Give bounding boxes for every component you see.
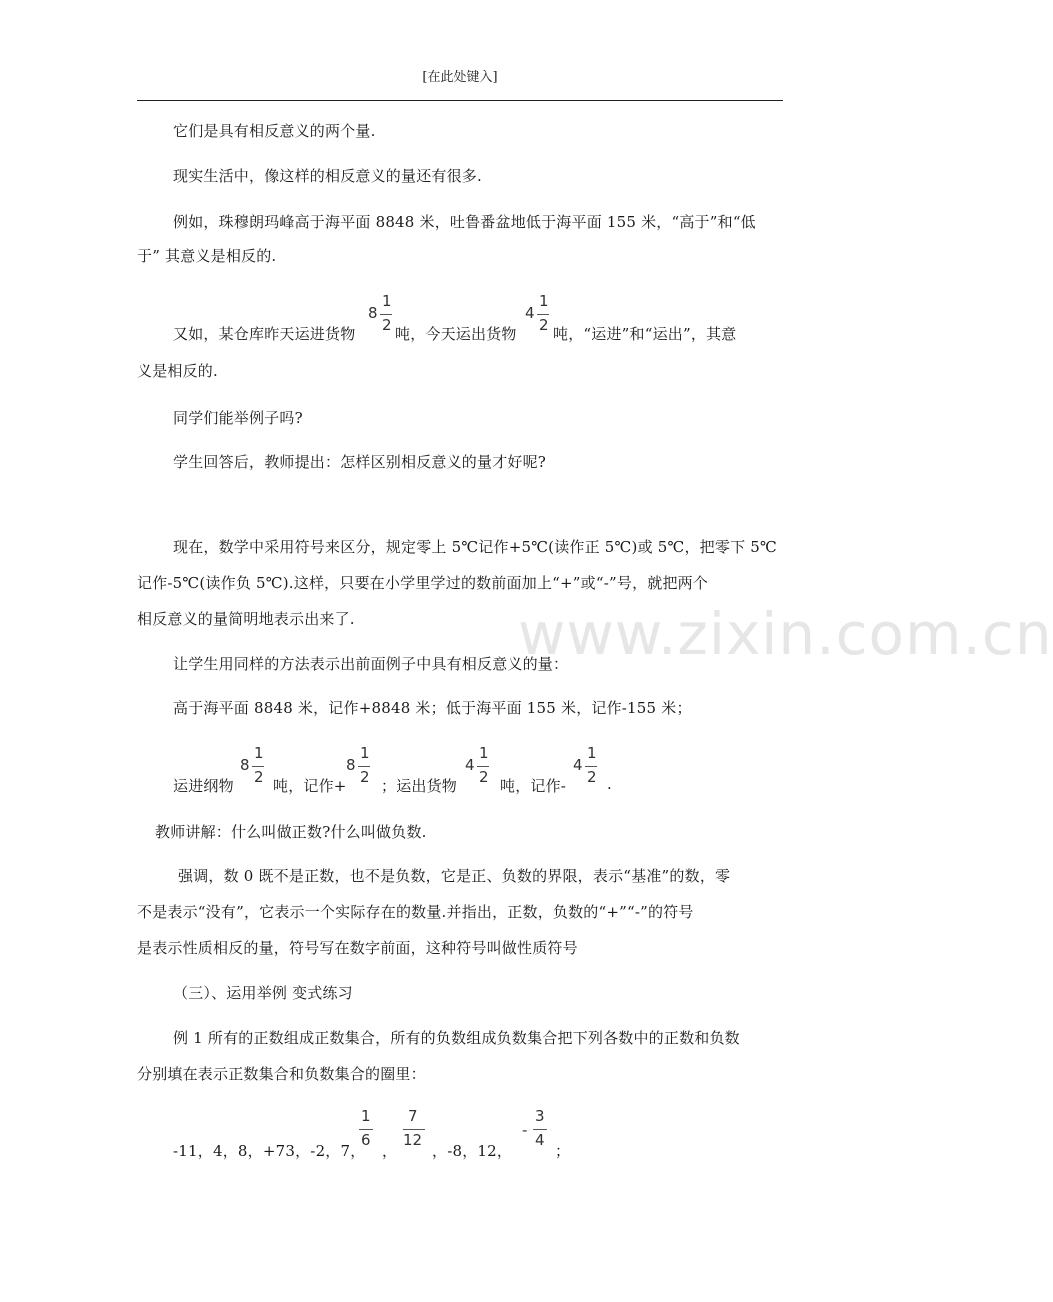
text-line-1: 它们是具有相反意义的两个量. — [173, 122, 376, 140]
text-line-13: 高于海平面 8848 米，记作+8848 米；低于海平面 155 米，记作-155 米； — [173, 699, 692, 717]
text-line-5b: 吨，今天运出货物 — [395, 325, 517, 343]
text-line-20: 例 1 所有的正数组成正数集合，所有的负数组成负数集合把下列各数中的正数和负数 — [173, 1029, 740, 1047]
fraction-denominator: 6 — [361, 1131, 371, 1149]
fraction-whole: 8 — [368, 304, 378, 322]
fraction-numerator: 1 — [479, 744, 489, 762]
text-line-12: 让学生用同样的方法表示出前面例子中具有相反意义的量： — [173, 655, 569, 673]
fraction-denominator: 2 — [539, 316, 549, 334]
text-line-5a: 又如，某仓库昨天运进货物 — [173, 325, 356, 343]
fraction-1-6 — [358, 1107, 378, 1159]
fraction-denominator: 2 — [254, 768, 264, 786]
fraction-denominator: 4 — [535, 1131, 545, 1149]
fraction-denominator: 2 — [382, 316, 392, 334]
fraction-whole: 8 — [240, 756, 250, 774]
page-header: [在此处键入] — [422, 70, 498, 85]
mixed-fraction-8-half — [240, 744, 270, 796]
fraction-numerator: 1 — [254, 744, 264, 762]
fraction-whole: 4 — [525, 304, 535, 322]
fraction-bar — [537, 314, 549, 315]
text-line-22a: -11，4，8，+73，-2，7， — [173, 1142, 366, 1160]
fraction-denominator: 2 — [587, 768, 597, 786]
text-line-22c: ，-8，12， — [432, 1142, 513, 1160]
text-line-14a: 运进纲物 — [173, 777, 234, 795]
fraction-numerator: 1 — [360, 744, 370, 762]
text-line-11: 相反意义的量简明地表示出来了. — [137, 610, 355, 628]
fraction-whole: 8 — [346, 756, 356, 774]
text-line-7: 同学们能举例子吗? — [173, 409, 303, 427]
fraction-bar — [252, 766, 264, 767]
fraction-sign: - — [522, 1121, 528, 1139]
fraction-whole: 4 — [465, 756, 475, 774]
text-line-3: 例如，珠穆朗玛峰高于海平面 8848 米，吐鲁番盆地低于海平面 155 米，“高于”和“低 — [173, 213, 756, 231]
fraction-numerator: 1 — [361, 1107, 371, 1125]
text-line-8: 学生回答后，教师提出：怎样区别相反意义的量才好呢? — [173, 453, 547, 471]
text-line-19: （三）、运用举例 变式练习 — [173, 984, 353, 1002]
text-line-9: 现在，数学中采用符号来区分，规定零上 5℃记作+5℃(读作正 5℃)或 5℃，把零下 5℃ — [173, 538, 777, 556]
text-line-4: 于” 其意义是相反的. — [137, 247, 277, 265]
fraction-denominator: 12 — [403, 1131, 423, 1149]
watermark: www.zixin.com.cn — [518, 600, 1053, 668]
text-line-22d: ； — [555, 1142, 571, 1160]
fraction-denominator: 2 — [479, 768, 489, 786]
fraction-bar — [358, 766, 370, 767]
text-line-14d: 吨，记作- — [500, 777, 567, 795]
text-line-14b: 吨，记作+ — [273, 777, 347, 795]
text-line-14c: ；运出货物 — [381, 777, 458, 795]
fraction-bar — [359, 1129, 373, 1130]
fraction-bar — [477, 766, 489, 767]
fraction-neg-3-4 — [522, 1107, 548, 1159]
fraction-bar — [403, 1129, 425, 1130]
text-line-22b: ， — [382, 1142, 398, 1160]
text-line-14e: . — [607, 775, 612, 793]
text-line-2: 现实生活中，像这样的相反意义的量还有很多. — [173, 167, 482, 185]
mixed-fraction-4-half — [573, 744, 603, 796]
fraction-numerator: 1 — [587, 744, 597, 762]
mixed-fraction-8-half — [346, 744, 376, 796]
header-rule — [137, 100, 783, 101]
text-line-10: 记作-5℃(读作负 5℃).这样，只要在小学里学过的数前面加上“+”或“-”号，就把两个 — [137, 574, 709, 592]
fraction-denominator: 2 — [360, 768, 370, 786]
fraction-bar — [380, 314, 392, 315]
text-line-17: 不是表示“没有”，它表示一个实际存在的数量.并指出，正数，负数的“+”“-”的符号 — [137, 903, 694, 921]
fraction-7-12 — [402, 1107, 428, 1159]
mixed-fraction-4-half — [465, 744, 495, 796]
fraction-numerator: 1 — [382, 292, 392, 310]
mixed-fraction-4-half — [525, 292, 555, 344]
fraction-numerator: 1 — [539, 292, 549, 310]
fraction-numerator: 3 — [535, 1107, 545, 1125]
text-line-16: 强调，数 0 既不是正数，也不是负数，它是正、负数的界限，表示“基准”的数，零 — [178, 867, 731, 885]
fraction-bar — [533, 1129, 547, 1130]
text-line-5c: 吨，“运进”和“运出”，其意 — [553, 325, 737, 343]
mixed-fraction-8-half — [368, 292, 398, 344]
text-line-6: 义是相反的. — [137, 362, 218, 380]
fraction-whole: 4 — [573, 756, 583, 774]
text-line-18: 是表示性质相反的量，符号写在数字前面，这种符号叫做性质符号 — [137, 939, 578, 957]
text-line-15: 教师讲解：什么叫做正数?什么叫做负数. — [155, 823, 427, 841]
fraction-numerator: 7 — [408, 1107, 418, 1125]
text-line-21: 分别填在表示正数集合和负数集合的圈里： — [137, 1065, 426, 1083]
fraction-bar — [585, 766, 597, 767]
